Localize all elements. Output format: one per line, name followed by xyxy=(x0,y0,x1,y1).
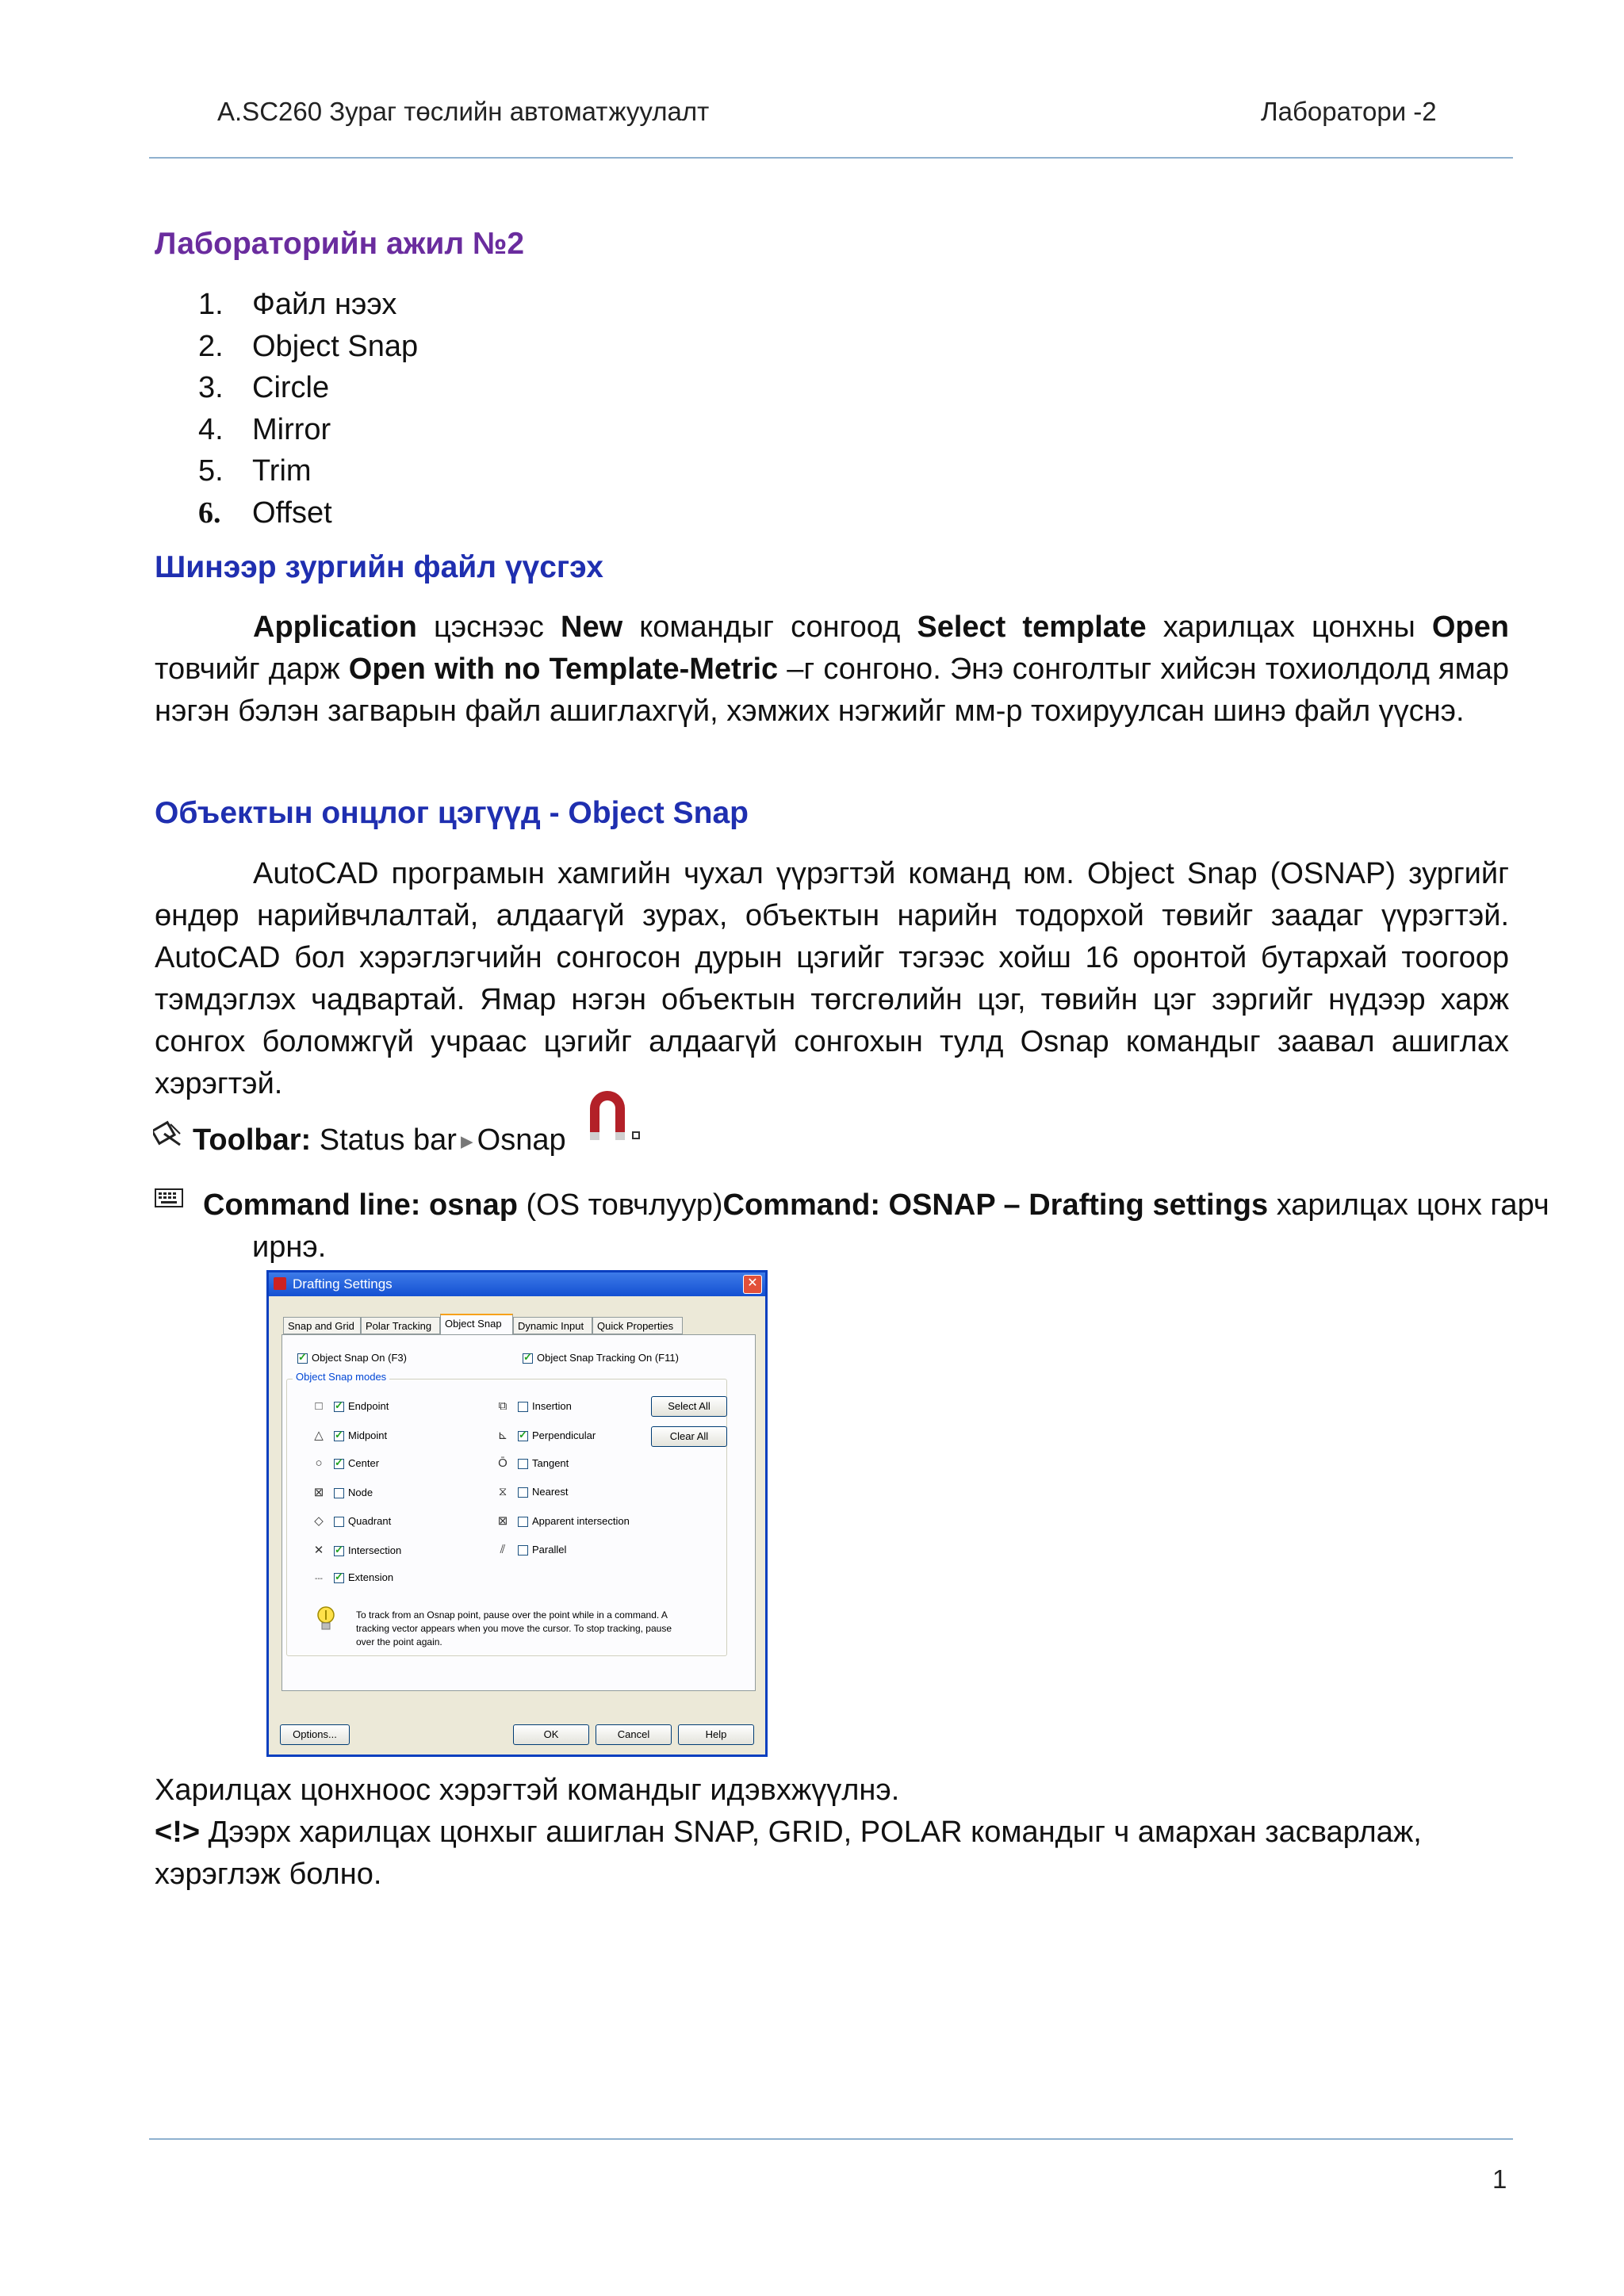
tab-object-snap[interactable]: Object Snap xyxy=(440,1314,513,1335)
header-lab-label: Лаборатори -2 xyxy=(1261,97,1437,126)
mode-center[interactable]: ○✓ Center xyxy=(312,1456,379,1470)
keyboard-icon xyxy=(155,1187,183,1209)
tab-polar-tracking[interactable]: Polar Tracking xyxy=(361,1317,440,1334)
list-item: 2. Object Snap xyxy=(198,329,419,363)
list-item: 3. Circle xyxy=(198,371,330,404)
closing-line: Харилцах цонхноос хэрэгтэй командыг идэвхжүүлнэ. xyxy=(155,1774,900,1807)
cancel-button[interactable]: Cancel xyxy=(596,1724,672,1745)
mode-midpoint[interactable]: △✓ Midpoint xyxy=(312,1428,387,1442)
object-snap-tracking-checkbox[interactable]: ✓ Object Snap Tracking On (F11) xyxy=(523,1352,679,1364)
tab-snap-and-grid[interactable]: Snap and Grid xyxy=(283,1317,361,1334)
task-list xyxy=(198,284,418,534)
dialog-title: Drafting Settings xyxy=(293,1276,393,1292)
magnet-icon xyxy=(580,1083,644,1146)
page-number: 1 xyxy=(1492,2164,1507,2194)
list-item: 5. Trim xyxy=(198,454,312,488)
drafting-settings-dialog xyxy=(266,1270,768,1757)
select-all-button[interactable]: Select All xyxy=(651,1396,727,1417)
options-button[interactable]: Options... xyxy=(280,1724,350,1745)
tab-dynamic-input[interactable]: Dynamic Input xyxy=(513,1317,592,1334)
mode-intersection[interactable]: ✕✓ Intersection xyxy=(312,1543,401,1557)
mode-apparent-intersection[interactable]: ⊠ Apparent intersection xyxy=(497,1514,630,1528)
clear-all-button[interactable]: Clear All xyxy=(651,1426,727,1447)
hint-text: To track from an Osnap point, pause over the point while in a command. A tracking vector appears when you move the cursor. To stop tracking, pause over the point again. xyxy=(356,1609,672,1647)
dialog-title-bar xyxy=(269,1272,765,1296)
command-line: Command line: osnap (OS товчлуур)Command: OSNAP – Drafting settings харилцах цонх гарч ирнэ. xyxy=(203,1188,1549,1264)
object-snap-on-checkbox[interactable]: ✓Object Snap On (F3) xyxy=(297,1352,407,1364)
snap-modes-label: Object Snap modes xyxy=(293,1371,389,1383)
mode-insertion[interactable]: ⧉ Insertion xyxy=(498,1399,572,1413)
note-mark: <!> xyxy=(155,1816,201,1849)
section-osnap-text: AutoCAD програмын хамгийн чухал үүрэгтэй команд юм. Object Snap (OSNAP) зургийг өндөр нарийвчлалтай, алдаагүй зурах, объектын нарийн тодорхой төвийг заадаг үүрэгтэй. AutoCAD бол хэрэглэгчийн сонгосон дурын цэгийг тэгээс хойш 16 оронтой бутархай тоогоор тэмдэглэх чадвартай. Ямар нэгэн объектын төгсгөлийн цэг, төвийн цэг зэргийг нүдээр харж сонгох боломжгүй учраас цэгийг алдаагүй сонгохын тулд Osnap командыг заавал ашиглах хэрэгтэй. xyxy=(155,857,1509,1100)
list-item: 1. Файл нээх xyxy=(198,288,397,321)
mode-nearest[interactable]: ⧖ Nearest xyxy=(498,1485,569,1498)
section-new-file-text: Application цэснээс New командыг сонгоод Select template харилцах цонхны Open товчийг дарж Open with no Template-Metric –г сонгоно. Энэ сонголтыг хийсэн тохиолдолд ямар нэгэн бэлэн загварын файл ашиглахгүй, хэмжих нэгжийг мм-р тохируулсан шинэ файл үүснэ. xyxy=(155,610,1509,728)
lab-title: Лабораторийн ажил №2 xyxy=(155,227,525,261)
section-new-file-title: Шинээр зургийн файл үүсгэх xyxy=(155,550,603,584)
toolbar-icon xyxy=(153,1118,183,1148)
help-button[interactable]: Help xyxy=(678,1724,754,1745)
mode-endpoint[interactable]: □✓ Endpoint xyxy=(312,1399,389,1413)
mode-quadrant[interactable]: ◇ Quadrant xyxy=(314,1514,392,1528)
mode-perpendicular[interactable]: ⊾✓ Perpendicular xyxy=(496,1428,596,1442)
lightbulb-icon xyxy=(316,1605,335,1634)
section-osnap-title: Объектын онцлог цэгүүд - Object Snap xyxy=(155,796,749,830)
ok-button[interactable]: OK xyxy=(513,1724,589,1745)
toolbar-line: Toolbar: Status bar►Osnap xyxy=(193,1123,566,1157)
close-icon[interactable]: ✕ xyxy=(743,1275,762,1294)
header-rule xyxy=(149,157,1513,159)
list-item: 4. Mirror xyxy=(198,412,331,446)
mode-tangent[interactable]: Ō Tangent xyxy=(498,1456,569,1470)
closing-note: <!> Дээрх харилцах цонхыг ашиглан SNAP, GRID, POLAR командыг ч амархан засварлаж, хэрэглэж болно. xyxy=(155,1816,1422,1891)
list-item: 6. Offset xyxy=(198,496,332,530)
arrow-right-icon: ► xyxy=(456,1129,477,1154)
autocad-logo-icon xyxy=(274,1277,286,1290)
mode-node[interactable]: ⊠ Node xyxy=(313,1486,373,1499)
mode-extension[interactable]: ---✓ Extension xyxy=(312,1571,393,1583)
mode-parallel[interactable]: ⫽ Parallel xyxy=(500,1543,567,1556)
tab-quick-properties[interactable]: Quick Properties xyxy=(592,1317,683,1334)
header-course-title: A.SC260 Зураг төслийн автоматжуулалт xyxy=(217,97,710,126)
footer-rule xyxy=(149,2138,1513,2140)
